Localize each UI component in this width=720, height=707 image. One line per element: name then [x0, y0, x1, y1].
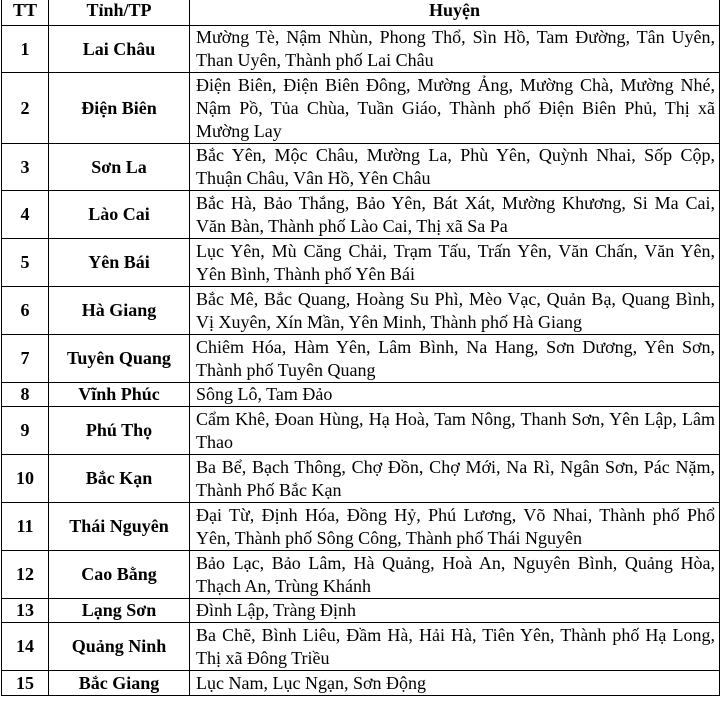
province-name: Cao Bằng [49, 551, 190, 599]
district-list: Đại Từ, Định Hóa, Đồng Hỷ, Phú Lương, Võ Nhai, Thành phố Phổ Yên, Thành phố Sông Công, Thành phố Thái Nguyên [190, 503, 720, 551]
table-row [2, 73, 720, 144]
province-name: Điện Biên [49, 73, 190, 144]
district-list: Bảo Lạc, Bảo Lâm, Hà Quảng, Hoà An, Nguyên Bình, Quảng Hòa, Thạch An, Trùng Khánh [190, 551, 720, 599]
row-number: 10 [2, 455, 49, 503]
province-name: Lạng Sơn [49, 599, 190, 623]
header-districts: Huyện [190, 0, 720, 26]
table-row [2, 551, 720, 599]
row-number: 1 [2, 26, 49, 73]
district-list: Cẩm Khê, Đoan Hùng, Hạ Hoà, Tam Nông, Thanh Sơn, Yên Lập, Lâm Thao [190, 407, 720, 455]
province-name: Phú Thọ [49, 407, 190, 455]
row-number: 12 [2, 551, 49, 599]
header-province: Tỉnh/TP [49, 0, 190, 26]
district-list: Mường Tè, Nậm Nhùn, Phong Thổ, Sìn Hồ, Tam Đường, Tân Uyên, Than Uyên, Thành phố Lai Châu [190, 26, 720, 73]
province-name: Tuyên Quang [49, 335, 190, 383]
row-number: 3 [2, 144, 49, 191]
district-list: Chiêm Hóa, Hàm Yên, Lâm Bình, Na Hang, Sơn Dương, Yên Sơn, Thành phố Tuyên Quang [190, 335, 720, 383]
table-row [2, 144, 720, 191]
district-list: Đình Lập, Tràng Định [190, 599, 720, 623]
table-row [2, 191, 720, 239]
table-row [2, 503, 720, 551]
province-name: Lai Châu [49, 26, 190, 73]
row-number: 7 [2, 335, 49, 383]
row-number: 15 [2, 671, 49, 696]
province-name: Bắc Giang [49, 671, 190, 696]
district-list: Ba Chẽ, Bình Liêu, Đầm Hà, Hải Hà, Tiên Yên, Thành phố Hạ Long, Thị xã Đông Triều [190, 623, 720, 671]
table-row [2, 671, 720, 696]
header-tt: TT [2, 0, 49, 26]
table-body [2, 26, 720, 696]
table-row [2, 335, 720, 383]
province-name: Hà Giang [49, 287, 190, 335]
district-list: Bắc Mê, Bắc Quang, Hoàng Su Phì, Mèo Vạc, Quản Bạ, Quang Bình, Vị Xuyên, Xín Mần, Yên Minh, Thành phố Hà Giang [190, 287, 720, 335]
province-name: Bắc Kạn [49, 455, 190, 503]
table-row [2, 623, 720, 671]
table-row [2, 26, 720, 73]
row-number: 6 [2, 287, 49, 335]
district-list: Lục Yên, Mù Căng Chải, Trạm Tấu, Trấn Yên, Văn Chấn, Văn Yên, Yên Bình, Thành phố Yên Bái [190, 239, 720, 287]
row-number: 14 [2, 623, 49, 671]
row-number: 11 [2, 503, 49, 551]
table-row [2, 455, 720, 503]
province-name: Vĩnh Phúc [49, 383, 190, 407]
row-number: 8 [2, 383, 49, 407]
province-name: Thái Nguyên [49, 503, 190, 551]
district-list: Ba Bể, Bạch Thông, Chợ Đồn, Chợ Mới, Na Rì, Ngân Sơn, Pác Nặm, Thành Phố Bắc Kạn [190, 455, 720, 503]
province-name: Quảng Ninh [49, 623, 190, 671]
district-list: Bắc Yên, Mộc Châu, Mường La, Phù Yên, Quỳnh Nhai, Sốp Cộp, Thuận Châu, Vân Hồ, Yên Châu [190, 144, 720, 191]
table-header-row [2, 0, 720, 26]
row-number: 13 [2, 599, 49, 623]
row-number: 9 [2, 407, 49, 455]
district-list: Sông Lô, Tam Đảo [190, 383, 720, 407]
table-row [2, 383, 720, 407]
row-number: 5 [2, 239, 49, 287]
table-row [2, 599, 720, 623]
province-name: Yên Bái [49, 239, 190, 287]
province-name: Sơn La [49, 144, 190, 191]
district-list: Điện Biên, Điện Biên Đông, Mường Ảng, Mường Chà, Mường Nhé, Nậm Pồ, Tủa Chùa, Tuần Giáo, Thành phố Điện Biên Phủ, Thị xã Mường Lay [190, 73, 720, 144]
district-list: Lục Nam, Lục Ngạn, Sơn Động [190, 671, 720, 696]
table-row [2, 239, 720, 287]
table-row [2, 407, 720, 455]
table-row [2, 287, 720, 335]
district-list: Bắc Hà, Bảo Thắng, Bảo Yên, Bát Xát, Mường Khương, Si Ma Cai, Văn Bàn, Thành phố Lào Cai, Thị xã Sa Pa [190, 191, 720, 239]
districts-table [1, 0, 720, 696]
row-number: 4 [2, 191, 49, 239]
province-name: Lào Cai [49, 191, 190, 239]
row-number: 2 [2, 73, 49, 144]
